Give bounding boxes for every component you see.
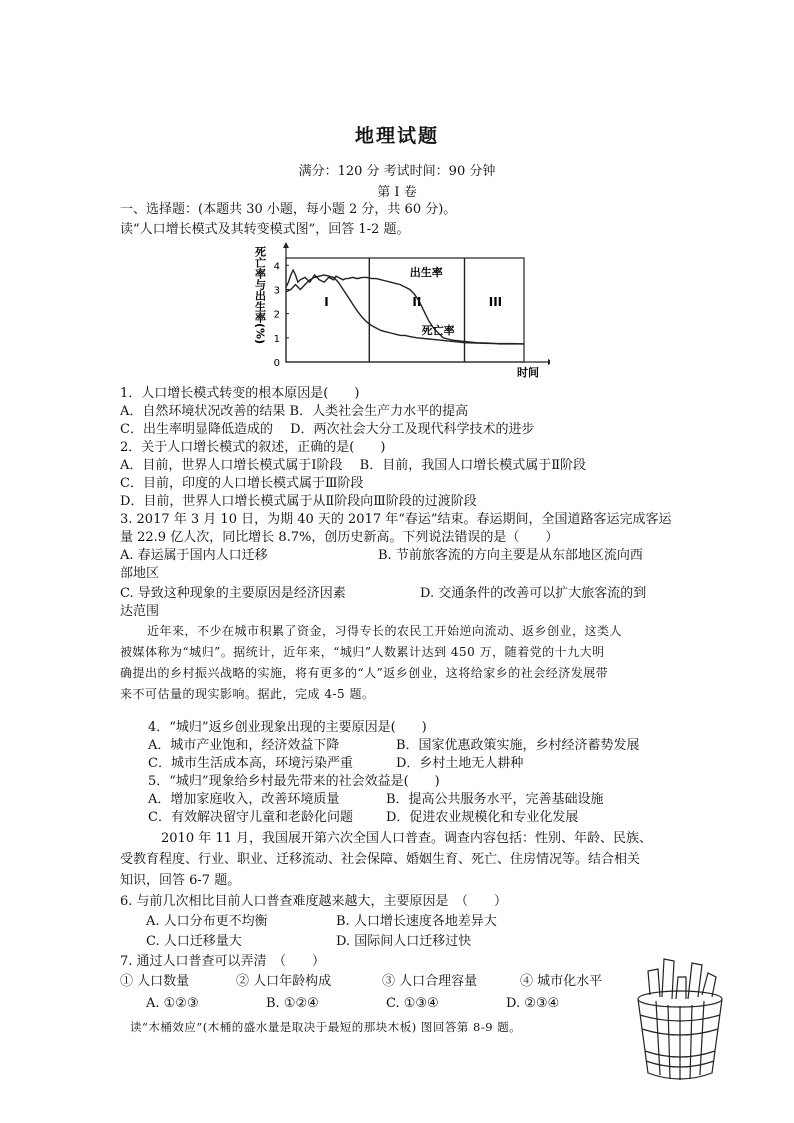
q7-option-b: B. ①②④ [266, 996, 319, 1011]
y-tick-label: 3 [273, 285, 280, 297]
q3-option-a: A. 春运属于国内人口迁移 [120, 548, 268, 563]
q2-option-c: C．目前，印度的人口增长模式属于Ⅲ阶段 [120, 476, 364, 491]
q2-stem: 2．关于人口增长模式的叙述，正确的是( ) [120, 440, 386, 455]
q4-option-a: A．城市产业饱和，经济效益下降 [148, 738, 340, 753]
q1-stem: 1．人口增长模式转变的根本原因是( ) [120, 386, 360, 401]
stage-label: I [324, 295, 329, 309]
q3-stem-1: 3. 2017 年 3 月 10 日，为期 40 天的 2017 年“春运”结束。春运期间，全国道路客运完成客运 [120, 512, 672, 527]
q1-options-ab: A．自然环境状况改善的结果 B．人类社会生产力水平的提高 [120, 404, 469, 419]
q7-item-1: ① 人口数量 [120, 974, 190, 989]
stage-label: II [412, 295, 422, 309]
volume-label: 第 I 卷 [377, 185, 417, 200]
q6-option-c: C. 人口迁移量大 [146, 934, 242, 949]
q7-option-d: D. ②③④ [506, 996, 560, 1011]
q2-options-ab: A．目前，世界人口增长模式属于Ⅰ阶段 B．目前，我国人口增长模式属于Ⅱ阶段 [120, 458, 587, 473]
intro-8-9: 读“木桶效应”(木桶的盛水量是取决于最短的那块木板) 图回答第 8-9 题。 [130, 1020, 522, 1034]
q7-stem: 7. 通过人口普查可以弄清 （ ） [120, 954, 326, 969]
q6-option-d: D. 国际间人口迁移过快 [336, 934, 472, 949]
stage-label: III [488, 295, 503, 309]
q7-item-4: ④ 城市化水平 [520, 974, 603, 989]
q6-stem: 6. 与前几次相比目前人口普查难度越来越大，主要原因是 （ ） [120, 894, 508, 909]
plot-frame [286, 258, 524, 362]
section-heading: 一、选择题：(本题共 30 小题，每小题 2 分，共 60 分)。 [120, 202, 457, 217]
q4-option-b: B．国家优惠政策实施，乡村经济蓄势发展 [396, 738, 640, 753]
q3-stem-2: 量 22.9 亿人次，同比增长 8.7%，创历史新高。下列说法错误的是（ ） [120, 530, 559, 545]
q3-option-b-cont: 部地区 [120, 566, 160, 581]
passage-6-7-line-3: 知识，回答 6-7 题。 [120, 873, 241, 888]
wooden-bucket-illustration [628, 955, 732, 1085]
death-rate-line [286, 275, 524, 344]
x-axis-arrow [548, 359, 550, 365]
y-axis-label: 死亡率与出生率(%) [253, 246, 267, 345]
q3-option-b: B. 节前旅客流的方向主要是从东部地区流向西 [378, 548, 643, 563]
population-transition-chart [250, 240, 550, 380]
page-title: 地理试题 [354, 125, 439, 147]
q7-option-a: A. ①②③ [146, 996, 199, 1011]
q7-option-c: C. ①③④ [386, 996, 439, 1011]
y-tick-label: 0 [273, 358, 280, 369]
intro-1-2: 读“人口增长模式及其转变模式图”，回答 1-2 题。 [120, 222, 410, 237]
q6-option-b: B. 人口增长速度各地差异大 [336, 914, 497, 929]
q1-options-cd: C．出生率明显降低造成的 D．两次社会大分工及现代科学技术的进步 [120, 422, 535, 437]
y-axis-arrow [283, 242, 289, 248]
q2-option-d: D．目前，世界人口增长模式属于从Ⅱ阶段向Ⅲ阶段的过渡阶段 [120, 494, 477, 509]
q7-item-3: ③ 人口合理容量 [382, 974, 478, 989]
y-tick-label: 2 [273, 309, 280, 321]
q4-option-d: D．乡村土地无人耕种 [396, 756, 524, 771]
y-tick-label: 1 [273, 333, 280, 345]
passage-4-5-line-2: 被媒体称为“城归”。据统计，近年来，“城归”人数累计达到 450 万，随着党的十九大明 [120, 645, 605, 659]
y-tick-label: 4 [273, 261, 280, 273]
q7-item-2: ② 人口年龄构成 [236, 974, 332, 989]
passage-6-7-line-1: 2010 年 11 月，我国展开第六次全国人口普查。调查内容包括：性别、年龄、民族、 [161, 831, 653, 846]
q3-option-d: D. 交通条件的改善可以扩大旅客流的到 [420, 586, 647, 601]
series-label-birth-rate: 出生率 [409, 266, 443, 280]
passage-4-5-line-3: 确提出的乡村振兴战略的实施，将有更多的“人”返乡创业，这将给家乡的社会经济发展带 [120, 666, 609, 680]
q4-option-c: C．城市生活成本高，环境污染严重 [148, 756, 353, 771]
x-axis-label: 时间 [517, 366, 539, 379]
q5-option-a: A．增加家庭收入，改善环境质量 [148, 792, 340, 807]
q3-option-d-cont: 达范围 [120, 604, 160, 619]
q5-option-b: B．提高公共服务水平，完善基础设施 [386, 792, 604, 807]
series-label-death-rate: 死亡率 [421, 324, 455, 338]
q4-stem: 4．“城归”返乡创业现象出现的主要原因是( ) [148, 720, 427, 735]
q5-option-c: C．有效解决留守儿童和老龄化问题 [148, 810, 353, 825]
passage-6-7-line-2: 受教育程度、行业、职业、迁移流动、社会保障、婚姻生育、死亡、住房情况等。结合相关 [120, 852, 641, 867]
q5-option-d: D．促进农业规模化和专业化发展 [386, 810, 579, 825]
passage-4-5-line-1: 近年来，不少在城市积累了资金，习得专长的农民工开始逆向流动、返乡创业，这类人 [147, 624, 623, 638]
exam-meta: 满分：120 分 考试时间：90 分钟 [298, 164, 496, 179]
passage-4-5-line-4: 来不可估量的现实影响。据此，完成 4-5 题。 [120, 687, 375, 701]
q3-option-c: C. 导致这种现象的主要原因是经济因素 [120, 586, 346, 601]
q5-stem: 5．“城归”现象给乡村最先带来的社会效益是( ) [148, 774, 440, 789]
q6-option-a: A. 人口分布更不均衡 [146, 914, 268, 929]
